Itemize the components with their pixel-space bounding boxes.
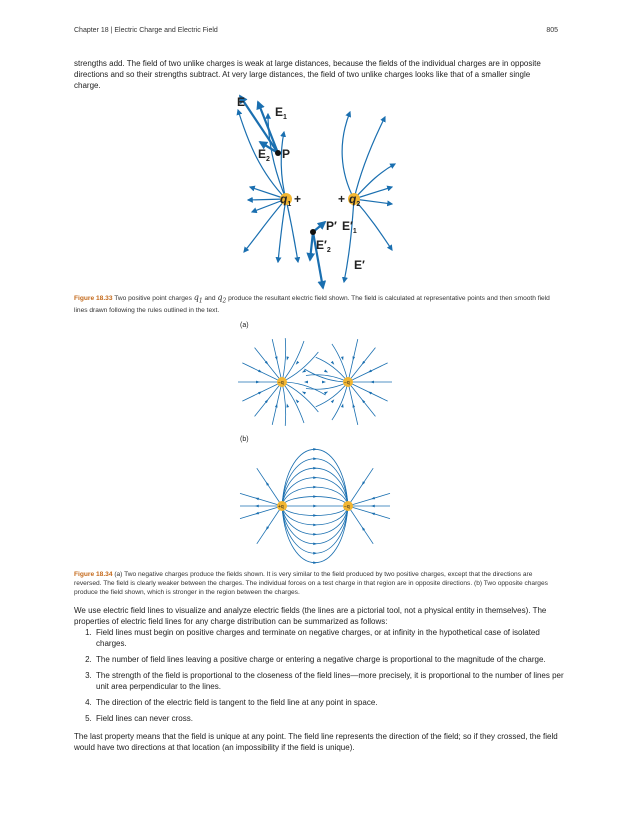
chapter-header: Chapter 18 | Electric Charge and Electric Field	[74, 27, 218, 34]
label-E1-prime: $E'_1$	[342, 219, 357, 235]
field-line	[282, 338, 286, 382]
field-arrow	[313, 476, 317, 479]
field-line-properties-list	[74, 627, 564, 729]
field-line	[354, 164, 395, 199]
label-neg-right: −q	[344, 380, 350, 386]
label-E-prime: E′	[354, 258, 365, 272]
panel-b-label: (b)	[240, 436, 249, 443]
figure-18-34a-diagram	[236, 332, 396, 432]
list-item: 1. Field lines must begin on positive charges and terminate on negative charges, or at infinity in the hypothetical case of isolated charges.	[94, 627, 564, 649]
field-line	[342, 112, 354, 199]
label-E: E	[237, 95, 246, 109]
field-arrow	[313, 514, 317, 517]
label-neg-left: −q	[278, 380, 284, 386]
field-arrow	[286, 403, 289, 407]
field-line	[348, 506, 390, 519]
field-arrow	[368, 370, 372, 373]
field-line	[348, 506, 373, 544]
field-arrow	[296, 399, 300, 403]
panel-a-label: (a)	[240, 322, 249, 329]
field-arrow	[296, 361, 300, 365]
field-arrow	[322, 381, 326, 384]
field-arrow	[352, 403, 355, 407]
field-arrow	[331, 361, 334, 365]
field-arrow	[275, 356, 278, 360]
field-line	[348, 493, 390, 506]
field-line	[282, 478, 348, 506]
field-arrow	[255, 498, 259, 501]
label-P-prime: P′	[326, 219, 337, 233]
field-arrow	[275, 403, 278, 407]
field-line	[344, 199, 354, 282]
field-arrow	[266, 482, 269, 486]
field-line	[242, 382, 282, 401]
figure-18-33-caption: Figure 18.33 Two positive point charges $q_1$ and $q_2$ produce the resultant electric field shown. The field is calculated at representative points and then smooth field lines drawn following the rules outlined in the text.	[74, 293, 550, 314]
field-line	[282, 382, 318, 412]
field-line	[348, 468, 373, 506]
field-arrow	[302, 370, 306, 373]
field-arrow	[313, 505, 317, 508]
field-line	[278, 199, 286, 262]
field-arrow	[362, 481, 365, 485]
field-arrow	[371, 513, 375, 516]
field-arrow	[255, 505, 259, 508]
figure-18-34-caption: Figure 18.34 (a) Two negative charges produce the fields shown. It is very similar to the field produced by two positive charges, except that the directions are reversed. The field is clearly weaker between the charges. The individual forces on a test charge in that region are in opposite directions. (b) Two opposite charges produce the field shown, which is stronger in the region between the charges.	[74, 571, 548, 596]
field-arrow	[352, 356, 355, 360]
field-arrow	[341, 356, 344, 360]
list-item: 3. The strength of the field is proportional to the closeness of the field lines—more precisely, it is proportional to the number of lines per unit area perpendicular to the lines.	[94, 670, 564, 692]
label-E1: $E_1$	[275, 105, 287, 121]
field-arrow	[313, 467, 317, 470]
figure-label: Figure 18.33	[74, 295, 113, 302]
field-line	[332, 382, 348, 420]
page-number: 805	[546, 27, 558, 34]
field-line	[240, 493, 282, 506]
field-arrow	[313, 524, 317, 527]
field-line	[282, 506, 348, 515]
label-q1: $q_1$	[280, 192, 292, 208]
field-arrow	[304, 381, 308, 384]
field-line	[282, 352, 318, 382]
point-P	[275, 150, 281, 156]
label-neg: −q	[344, 504, 350, 510]
field-arrow	[324, 370, 328, 373]
field-arrow	[341, 403, 344, 407]
label-plus-q1: +	[294, 192, 302, 206]
field-line	[282, 497, 348, 506]
body-paragraph: We use electric field lines to visualize and analyze electric fields (the lines are a pictorial tool, not a physical entity in themselves). The properties of electric field lines for any charge distribution can be summarized as follows:	[74, 606, 547, 626]
field-arrow	[371, 497, 375, 500]
list-item: 5. Field lines can never cross.	[94, 713, 564, 724]
field-arrow	[302, 392, 306, 395]
field-arrow	[313, 448, 317, 451]
field-arrow	[266, 526, 269, 530]
figure-label: Figure 18.34	[74, 571, 113, 578]
figure-18-33-diagram	[220, 92, 420, 292]
label-plus-q2: +	[338, 192, 346, 206]
field-line	[257, 468, 282, 506]
figure-18-34b-diagram	[236, 446, 396, 566]
field-arrow	[313, 533, 317, 536]
field-arrow	[256, 381, 260, 384]
vector-E2-prime	[310, 232, 313, 260]
field-line	[242, 363, 282, 382]
field-line	[306, 375, 348, 382]
list-item: 2. The number of field lines leaving a positive charge or entering a negative charge is proportional to the magnitude of the charge.	[94, 654, 564, 665]
list-item: 4. The direction of the electric field is tangent to the field line at any point in space.	[94, 697, 564, 708]
field-line	[282, 382, 286, 426]
field-arrow	[313, 486, 317, 489]
field-arrow	[258, 392, 262, 395]
closing-paragraph: The last property means that the field is unique at any point. The field line represents the direction of the field; so if they crossed, the field would have two directions at that location (an impossibility if the field is unique).	[74, 732, 558, 752]
field-line	[332, 344, 348, 382]
field-arrow	[368, 392, 372, 395]
field-arrow	[324, 392, 328, 395]
field-line	[354, 117, 385, 199]
field-arrow	[258, 370, 262, 373]
label-P: P	[282, 147, 291, 161]
label-q2: $q_2$	[349, 192, 361, 208]
field-arrow	[371, 505, 375, 508]
field-line	[240, 506, 282, 519]
point-P-prime	[310, 229, 316, 235]
field-arrow	[286, 356, 289, 360]
field-arrow	[313, 495, 317, 498]
label-pos: +q	[278, 504, 284, 510]
field-line	[257, 506, 282, 544]
field-arrow	[313, 561, 317, 564]
field-arrow	[313, 457, 317, 460]
field-arrow	[362, 527, 365, 531]
field-arrow	[255, 512, 259, 515]
field-arrow	[370, 381, 374, 384]
intro-paragraph: strengths add. The field of two unlike charges is weak at large distances, because the fields of the individual charges are in opposite directions and so their strengths subtract. At very large distances, the field of two unlike charges looks like that of a smaller single charge.	[74, 59, 541, 90]
field-arrow	[331, 399, 334, 403]
label-E2: $E_2$	[258, 147, 270, 163]
field-line	[282, 506, 348, 534]
field-arrow	[313, 552, 317, 555]
field-arrow	[313, 542, 317, 545]
field-line	[316, 357, 348, 382]
field-line	[286, 199, 298, 262]
label-E2-prime: $E'_2$	[316, 238, 331, 254]
